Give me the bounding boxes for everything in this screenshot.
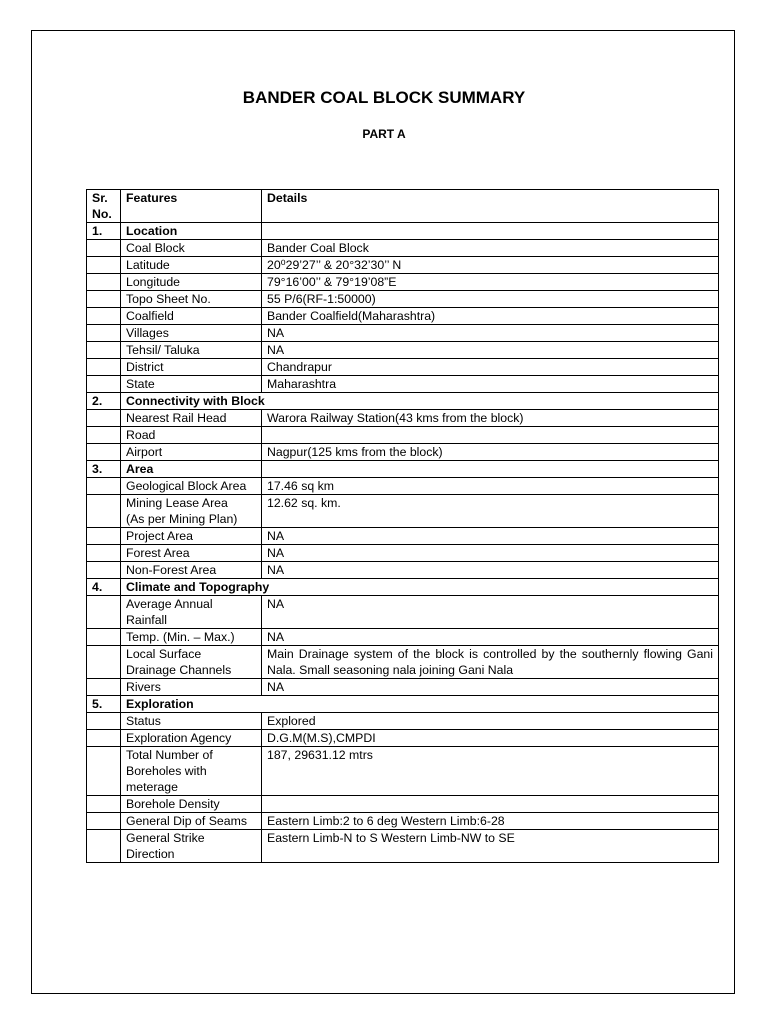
table-row	[87, 410, 719, 427]
srno-cell	[87, 679, 121, 696]
table-row	[87, 646, 719, 679]
table-row	[87, 325, 719, 342]
srno-cell	[87, 359, 121, 376]
feature-cell: Topo Sheet No.	[121, 291, 262, 308]
detail-cell: NA	[262, 545, 719, 562]
table-row	[87, 240, 719, 257]
detail-cell: Chandrapur	[262, 359, 719, 376]
feature-cell: General Strike Direction	[121, 830, 262, 863]
section-row	[87, 461, 719, 478]
section-number: 3.	[87, 461, 121, 478]
table-row	[87, 495, 719, 528]
feature-cell: Total Number of Boreholes with meterage	[121, 747, 262, 796]
table-header-row	[87, 190, 719, 223]
section-title: Location	[121, 223, 262, 240]
srno-cell	[87, 444, 121, 461]
section-number: 1.	[87, 223, 121, 240]
table-row	[87, 478, 719, 495]
detail-cell: NA	[262, 325, 719, 342]
srno-cell	[87, 325, 121, 342]
table-row	[87, 376, 719, 393]
details-header: Details	[262, 190, 719, 223]
section-number: 2.	[87, 393, 121, 410]
srno-cell	[87, 747, 121, 796]
srno-cell	[87, 274, 121, 291]
detail-cell: 55 P/6(RF-1:50000)	[262, 291, 719, 308]
section-detail	[262, 461, 719, 478]
feature-cell: Exploration Agency	[121, 730, 262, 747]
feature-cell: Latitude	[121, 257, 262, 274]
section-detail	[262, 223, 719, 240]
feature-cell: Road	[121, 427, 262, 444]
detail-cell	[262, 796, 719, 813]
srno-cell	[87, 629, 121, 646]
feature-cell: Temp. (Min. – Max.)	[121, 629, 262, 646]
feature-cell: Rivers	[121, 679, 262, 696]
srno-cell	[87, 646, 121, 679]
table-body	[87, 223, 719, 863]
detail-cell: D.G.M(M.S),CMPDI	[262, 730, 719, 747]
table-row	[87, 596, 719, 629]
table-row	[87, 796, 719, 813]
srno-cell	[87, 830, 121, 863]
section-row	[87, 223, 719, 240]
feature-cell: Status	[121, 713, 262, 730]
detail-cell: Explored	[262, 713, 719, 730]
detail-cell: NA	[262, 629, 719, 646]
srno-cell	[87, 562, 121, 579]
feature-cell: Longitude	[121, 274, 262, 291]
feature-cell: General Dip of Seams	[121, 813, 262, 830]
detail-cell: NA	[262, 596, 719, 629]
detail-cell: NA	[262, 679, 719, 696]
srno-cell	[87, 240, 121, 257]
table-row	[87, 830, 719, 863]
section-number: 5.	[87, 696, 121, 713]
feature-cell: Tehsil/ Taluka	[121, 342, 262, 359]
detail-cell: 12.62 sq. km.	[262, 495, 719, 528]
srno-cell	[87, 796, 121, 813]
feature-cell: Non-Forest Area	[121, 562, 262, 579]
features-header: Features	[121, 190, 262, 223]
table-row	[87, 713, 719, 730]
document-title: BANDER COAL BLOCK SUMMARY	[242, 88, 526, 107]
feature-cell: Villages	[121, 325, 262, 342]
srno-cell	[87, 410, 121, 427]
feature-cell: Project Area	[121, 528, 262, 545]
summary-table	[86, 189, 719, 863]
srno-cell	[87, 730, 121, 747]
table-row	[87, 562, 719, 579]
table-row	[87, 629, 719, 646]
detail-cell: 17.46 sq km	[262, 478, 719, 495]
detail-cell: Warora Railway Station(43 kms from the block)	[262, 410, 719, 427]
table-row	[87, 359, 719, 376]
table-row	[87, 813, 719, 830]
detail-cell: NA	[262, 342, 719, 359]
table-row	[87, 427, 719, 444]
table-row	[87, 342, 719, 359]
detail-cell: Bander Coalfield(Maharashtra)	[262, 308, 719, 325]
srno-header: Sr. No.	[87, 190, 121, 223]
srno-cell	[87, 495, 121, 528]
section-title: Connectivity with Block	[121, 393, 719, 410]
feature-cell: Geological Block Area	[121, 478, 262, 495]
srno-cell	[87, 257, 121, 274]
srno-cell	[87, 308, 121, 325]
section-number: 4.	[87, 579, 121, 596]
table-row	[87, 308, 719, 325]
srno-cell	[87, 427, 121, 444]
section-row	[87, 579, 719, 596]
section-title: Climate and Topography	[121, 579, 719, 596]
feature-cell: Airport	[121, 444, 262, 461]
srno-cell	[87, 291, 121, 308]
feature-cell: Nearest Rail Head	[121, 410, 262, 427]
srno-cell	[87, 376, 121, 393]
feature-cell: District	[121, 359, 262, 376]
detail-cell: 79°16’00’’ & 79°19’08”E	[262, 274, 719, 291]
section-row	[87, 393, 719, 410]
feature-cell: State	[121, 376, 262, 393]
feature-cell: Mining Lease Area (As per Mining Plan)	[121, 495, 262, 528]
feature-cell: Borehole Density	[121, 796, 262, 813]
detail-cell: Eastern Limb-N to S Western Limb-NW to SE	[262, 830, 719, 863]
detail-cell	[262, 427, 719, 444]
feature-cell: Local Surface Drainage Channels	[121, 646, 262, 679]
detail-cell: Main Drainage system of the block is controlled by the southernly flowing Gani Nala. Small seasoning nala joining Gani Nala	[262, 646, 719, 679]
table-row	[87, 257, 719, 274]
section-row	[87, 696, 719, 713]
table-row	[87, 545, 719, 562]
table-row	[87, 747, 719, 796]
feature-cell: Forest Area	[121, 545, 262, 562]
part-label: PART A	[362, 127, 406, 141]
section-title: Area	[121, 461, 262, 478]
detail-cell: Nagpur(125 kms from the block)	[262, 444, 719, 461]
detail-cell: 20⁰29’27’’ & 20°32’30’’ N	[262, 257, 719, 274]
srno-cell	[87, 478, 121, 495]
table-row	[87, 679, 719, 696]
detail-cell: NA	[262, 528, 719, 545]
feature-cell: Coalfield	[121, 308, 262, 325]
detail-cell: Bander Coal Block	[262, 240, 719, 257]
detail-cell: 187, 29631.12 mtrs	[262, 747, 719, 796]
srno-cell	[87, 596, 121, 629]
srno-cell	[87, 545, 121, 562]
table-row	[87, 274, 719, 291]
table-row	[87, 730, 719, 747]
srno-cell	[87, 528, 121, 545]
section-title: Exploration	[121, 696, 719, 713]
detail-cell: Eastern Limb:2 to 6 deg Western Limb:6-28	[262, 813, 719, 830]
srno-cell	[87, 813, 121, 830]
srno-cell	[87, 713, 121, 730]
detail-cell: Maharashtra	[262, 376, 719, 393]
feature-cell: Average Annual Rainfall	[121, 596, 262, 629]
table-row	[87, 291, 719, 308]
feature-cell: Coal Block	[121, 240, 262, 257]
srno-cell	[87, 342, 121, 359]
table-row	[87, 528, 719, 545]
detail-cell: NA	[262, 562, 719, 579]
table-row	[87, 444, 719, 461]
